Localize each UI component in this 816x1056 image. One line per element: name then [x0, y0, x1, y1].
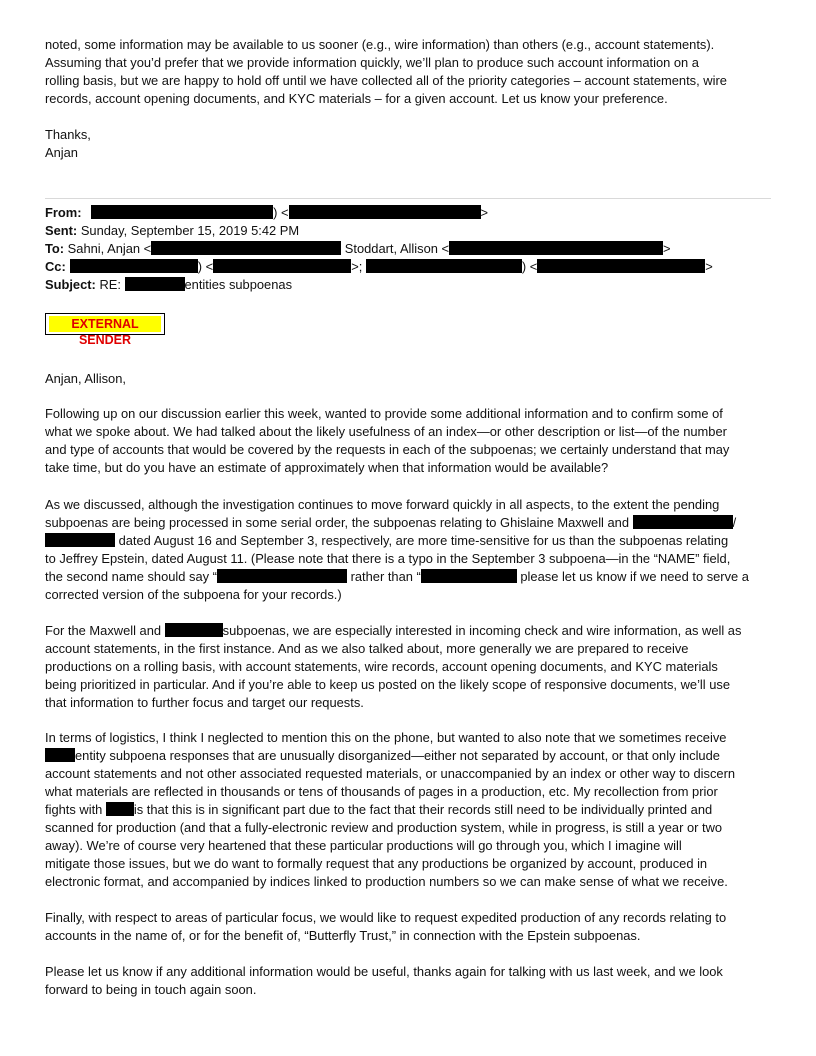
text-line [45, 622, 775, 640]
to-row [45, 240, 775, 258]
subject-prefix: RE: [95, 277, 125, 292]
redaction [91, 205, 273, 219]
text-line [45, 568, 775, 586]
text-segment: rather than “ [346, 569, 421, 584]
body-paragraph-5 [45, 909, 775, 945]
text-line: take time, but do you have an estimate of approximately when that information would be available? [45, 460, 609, 475]
sent-label: Sent: [45, 223, 78, 238]
redaction [151, 241, 341, 255]
cc-separator-c: ) < [521, 259, 538, 274]
redaction [70, 259, 198, 273]
from-end: > [480, 205, 489, 220]
text-line: away). We’re of course very heartened that these particular productions will go through you, which I imagine will [45, 838, 682, 853]
body-paragraph-1 [45, 405, 775, 477]
text-line: accounts in the name of, or for the benefit of, “Butterfly Trust,” in connection with the Epstein subpoenas. [45, 928, 641, 943]
sent-row [45, 222, 775, 240]
greeting [45, 370, 775, 388]
text-line: scanned for production (and that a fully-electronic review and production system, while in progress, is still a year or two [45, 820, 723, 835]
text-segment: subpoenas, we are especially interested in incoming check and wire information, as well as [222, 623, 742, 638]
text-line: noted, some information may be available to us sooner (e.g., wire information) than others (e.g., account statements). [45, 37, 715, 52]
redaction [125, 277, 185, 291]
subject-row [45, 276, 775, 294]
cc-end: > [705, 259, 713, 274]
body-paragraph-3 [45, 622, 775, 712]
text-segment: dated August 16 and September 3, respectively, are more time-sensitive for us than the subpoenas relating [115, 533, 729, 548]
text-line: Finally, with respect to areas of particular focus, we would like to request expedited production of any records relating to [45, 910, 727, 925]
cc-label: Cc: [45, 259, 66, 274]
text-line: what materials are reflected in thousands or tens of thousands of pages in a production, etc. My recollection from prior [45, 784, 718, 799]
to-label: To: [45, 241, 65, 256]
from-label: From: [45, 205, 82, 220]
cc-row [45, 258, 775, 276]
to-recipient-a: Sahni, Anjan < [64, 241, 152, 256]
text-line: that information to further focus and target our requests. [45, 695, 364, 710]
text-line [45, 532, 775, 550]
text-segment: please let us know if we need to serve a [516, 569, 749, 584]
text-line: what we spoke about. We had talked about the likely usefulness of an index—or other description or list—of the number [45, 424, 727, 439]
text-segment: is that this is in significant part due to the fact that their records still need to be individually printed and [133, 802, 713, 817]
redaction [449, 241, 663, 255]
text-segment: For the Maxwell and [45, 623, 165, 638]
text-line: rolling basis, but we are happy to hold off until we have collected all of the priority categories – account statements, wire [45, 73, 727, 88]
greeting-text: Anjan, Allison, [45, 371, 126, 386]
body-paragraph-4 [45, 729, 775, 891]
signoff [45, 126, 775, 162]
text-line [45, 514, 775, 532]
text-line: As we discussed, although the investigation continues to move forward quickly in all aspects, to the extent the pending [45, 497, 720, 512]
text-line: and type of accounts that would be covered by the requests in each of the subpoenas; we certainly understand that may [45, 442, 730, 457]
redaction [633, 515, 733, 529]
divider [45, 198, 771, 199]
text-line: forward to being in touch again soon. [45, 982, 257, 997]
text-line: account statements, in the first instance. And as we also talked about, more generally we are prepared to receive [45, 641, 689, 656]
text-line [45, 801, 775, 819]
body-paragraph-6 [45, 963, 775, 999]
subject-text: entities subpoenas [184, 277, 293, 292]
text-line: account statements and not other associated requested materials, or unaccompanied by an index or other way to discern [45, 766, 736, 781]
text-line: electronic format, and accompanied by indices linked to production numbers so we can make sense of what we receive. [45, 874, 728, 889]
text-line: records, account opening documents, and KYC materials – for a given account. Let us know your preference. [45, 91, 668, 106]
signoff-name: Anjan [45, 145, 78, 160]
redaction [366, 259, 522, 273]
intro-paragraph [45, 36, 775, 108]
text-segment: subpoenas are being processed in some serial order, the subpoenas relating to Ghislaine Maxwell and [45, 515, 633, 530]
redaction [537, 259, 705, 273]
text-segment: entity subpoena responses that are unusually disorganized—either not separated by account, or that only include [75, 748, 720, 763]
text-line: mitigate those issues, but we do want to formally request that any productions be organized by account, produced in [45, 856, 708, 871]
email-header [45, 204, 775, 294]
to-recipient-b: Stoddart, Allison < [341, 241, 450, 256]
text-line: productions on a rolling basis, with account statements, wire records, account opening documents, and KYC materials [45, 659, 718, 674]
from-separator: ) < [273, 205, 289, 220]
redaction [45, 748, 75, 762]
redaction [217, 569, 347, 583]
redaction [289, 205, 481, 219]
text-line: Please let us know if any additional information would be useful, thanks again for talking with us last week, and we look [45, 964, 723, 979]
text-segment: fights with [45, 802, 106, 817]
subject-label: Subject: [45, 277, 96, 292]
cc-separator-b: >; [351, 259, 366, 274]
from-row [45, 204, 775, 222]
text-line: Assuming that you’d prefer that we provide information quickly, we’ll plan to produce such account information on a [45, 55, 699, 70]
text-line: being prioritized in particular. And if you’re able to keep us posted on the likely scope of responsive documents, we’ll use [45, 677, 731, 692]
cc-separator-a: ) < [197, 259, 214, 274]
body-paragraph-2 [45, 496, 775, 604]
sent-value: Sunday, September 15, 2019 5:42 PM [77, 223, 300, 238]
redaction [45, 533, 115, 547]
text-line: to Jeffrey Epstein, dated August 11. (Please note that there is a typo in the September 3 subpoena—in the “NAME” field, [45, 551, 731, 566]
signoff-thanks: Thanks, [45, 127, 91, 142]
redaction [165, 623, 223, 637]
text-line: Following up on our discussion earlier this week, wanted to provide some additional information and to confirm some of [45, 406, 723, 421]
redaction [213, 259, 351, 273]
redaction [106, 802, 134, 816]
text-segment: / [732, 515, 737, 530]
text-line [45, 747, 775, 765]
redaction [421, 569, 517, 583]
to-end: > [663, 241, 671, 256]
text-line: In terms of logistics, I think I neglected to mention this on the phone, but wanted to also note that we sometimes receive [45, 730, 727, 745]
external-sender-text: EXTERNAL SENDER [49, 316, 161, 332]
external-sender-badge [45, 313, 165, 347]
text-line: corrected version of the subpoena for your records.) [45, 587, 342, 602]
text-segment: the second name should say “ [45, 569, 217, 584]
